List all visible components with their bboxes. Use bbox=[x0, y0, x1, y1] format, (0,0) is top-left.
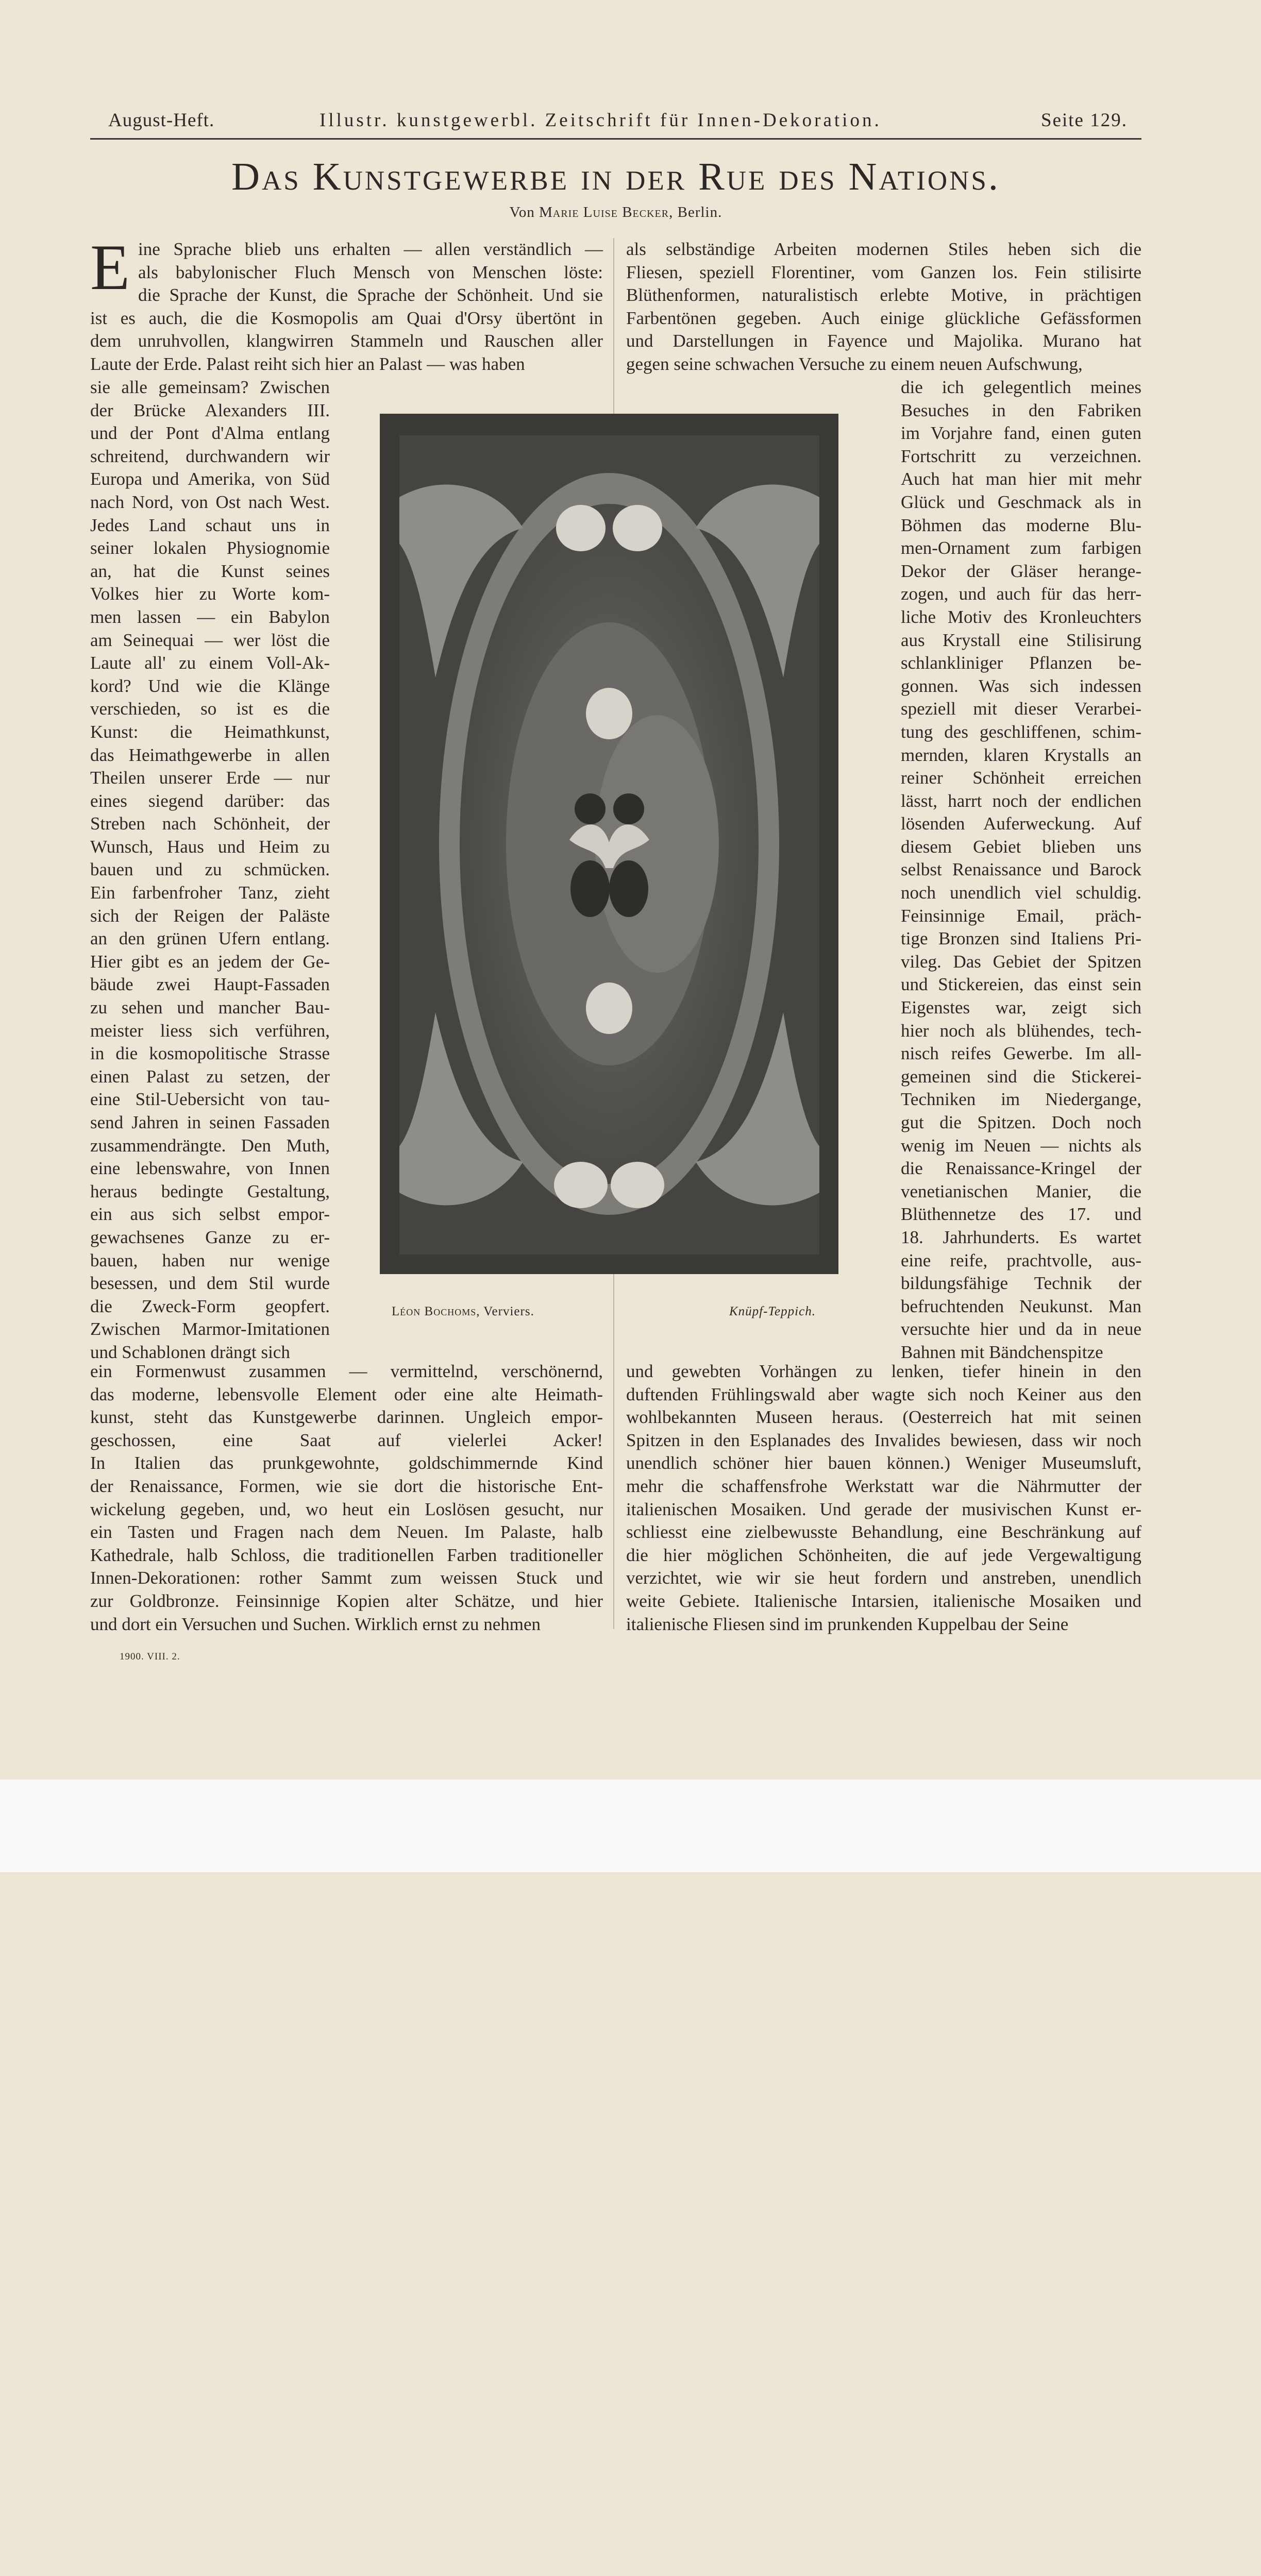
text-line: bauen, haben nur wenige bbox=[90, 1250, 330, 1270]
text-line: eine reife, prachtvolle, aus- bbox=[901, 1250, 1141, 1270]
byline-prefix: Von bbox=[509, 204, 535, 221]
text-line: zu sehen und mancher Bau- bbox=[90, 997, 330, 1018]
text-line: die ich gelegentlich meines bbox=[901, 377, 1141, 397]
text-line: und dort ein Versuchen und Suchen. Wirklich ernst zu nehmen bbox=[90, 1614, 541, 1634]
rug-motif-upper-dot bbox=[586, 688, 632, 739]
text-line: Kathedrale, halb Schloss, die traditionellen Farben traditioneller bbox=[90, 1545, 603, 1565]
text-line: schlankliniger Pflanzen be- bbox=[901, 653, 1141, 673]
text-line: und der Pont d'Alma entlang bbox=[90, 423, 330, 444]
text-line: Feinsinnige Email, präch- bbox=[901, 905, 1141, 926]
text-line: mehr die schaffensfrohe Werkstatt war die Nährmutter der bbox=[626, 1476, 1141, 1496]
text-line: eine lebenswahre, von Innen bbox=[90, 1158, 330, 1179]
text-line: einen Palast zu setzen, der bbox=[90, 1066, 330, 1087]
text-line: hier noch als blühendes, tech- bbox=[901, 1020, 1141, 1041]
text-line: Volkes hier zu Worte kom- bbox=[90, 584, 330, 604]
text-line: Blüthennetze des 17. und bbox=[901, 1204, 1141, 1225]
rug-motif-center-dark-left bbox=[570, 860, 610, 917]
text-line: wenig im Neuen — nichts als bbox=[901, 1135, 1141, 1156]
text-line: gegen seine schwachen Versuche zu einem neuen Aufschwung, bbox=[626, 353, 1083, 374]
text-line: und Darstellungen in Fayence und Majolika. Murano hat bbox=[626, 331, 1141, 351]
text-line: sie alle gemeinsam? Zwischen bbox=[90, 377, 330, 397]
text-line: bauen und zu schmücken. bbox=[90, 859, 330, 880]
text-line: als selbständige Arbeiten modernen Stiles heben sich die bbox=[626, 239, 1141, 259]
text-line: gonnen. Was sich indessen bbox=[901, 675, 1141, 696]
text-line: weite Gebiete. Italienische Intarsien, italienische Mosaiken und bbox=[626, 1590, 1141, 1611]
rug-motif-top-right bbox=[613, 505, 662, 551]
text-line: Jedes Land schaut uns in bbox=[90, 515, 330, 535]
text-line: vileg. Das Gebiet der Spitzen bbox=[901, 951, 1141, 972]
article-title: Das Kunstgewerbe in der Rue des Nations. bbox=[231, 155, 1000, 198]
rug-figure bbox=[368, 410, 850, 1278]
right-column-bottom bbox=[626, 1360, 1141, 1636]
text-line: Europa und Amerika, von Süd bbox=[90, 469, 330, 489]
text-line: verschieden, so ist es die bbox=[90, 699, 330, 719]
text-line: ist es auch, die die Kosmopolis am Quai d'Orsy übertönt in bbox=[90, 308, 603, 328]
text-line: Kunst: die Heimathkunst, bbox=[90, 721, 330, 742]
rug-motif-top-left bbox=[556, 505, 606, 551]
text-line: unendlich schöner hier bauen können.) Weniger Museumsluft, bbox=[626, 1453, 1141, 1473]
text-line: eine Stil-Uebersicht von tau- bbox=[90, 1089, 330, 1110]
byline-suffix: , Berlin. bbox=[669, 204, 722, 221]
text-line: an, hat die Kunst seines bbox=[90, 561, 330, 581]
text-line: kord? Und wie die Klänge bbox=[90, 675, 330, 696]
rug-motif-center-dark-top-right bbox=[613, 793, 644, 824]
article-byline bbox=[90, 204, 1141, 221]
text-line: tung des geschliffenen, schim- bbox=[901, 721, 1141, 742]
text-line: ein aus sich selbst empor- bbox=[90, 1204, 330, 1225]
text-line: sich der Reigen der Paläste bbox=[90, 905, 330, 926]
text-line: aus Krystall eine Stilisirung bbox=[901, 630, 1141, 650]
text-line: Bahnen mit Bändchenspitze bbox=[901, 1342, 1103, 1362]
text-line: Böhmen das moderne Blu- bbox=[901, 515, 1141, 535]
text-line: nisch reifes Gewerbe. Im all- bbox=[901, 1043, 1141, 1064]
text-line: ein Formenwust zusammen — vermittelnd, verschönernd, bbox=[90, 1361, 603, 1381]
right-column-narrow bbox=[901, 376, 1141, 1364]
text-line: meister liess sich verführen, bbox=[90, 1020, 330, 1041]
text-line: im Vorjahre fand, einen guten bbox=[901, 423, 1141, 444]
text-line: als babylonischer Fluch Mensch von Menschen löste: bbox=[138, 262, 603, 282]
text-line: mernden, klaren Krystalls an bbox=[901, 744, 1141, 765]
text-line: reiner Schönheit erreichen bbox=[901, 768, 1141, 788]
text-line: lösenden Auferweckung. Auf bbox=[901, 814, 1141, 834]
printer-signature: 1900. VIII. 2. bbox=[120, 1651, 180, 1662]
text-line: men lassen — ein Babylon bbox=[90, 606, 330, 627]
text-line: men-Ornament zum farbigen bbox=[901, 538, 1141, 558]
text-line: und gewebten Vorhängen zu lenken, tiefer hinein in den bbox=[626, 1361, 1141, 1381]
rug-motif-lower-dot bbox=[586, 982, 632, 1034]
rug-illustration bbox=[368, 410, 850, 1278]
text-line: lässt, harrt noch der endlichen bbox=[901, 790, 1141, 811]
text-line: die Zweck-Form geopfert. bbox=[90, 1296, 330, 1316]
text-line: zusammendrängte. Den Muth, bbox=[90, 1135, 330, 1156]
text-line: der Renaissance, Formen, wie sie dort die historische Ent- bbox=[90, 1476, 603, 1496]
text-line: eines siegend darüber: das bbox=[90, 790, 330, 811]
text-line: Eigenstes war, zeigt sich bbox=[901, 997, 1141, 1018]
text-line: wohlbekannten Museen heraus. (Oesterreich hat mit seinen bbox=[626, 1407, 1141, 1428]
text-line: Zwischen Marmor-Imitationen bbox=[90, 1319, 330, 1340]
text-line: diesem Gebiet blieben uns bbox=[901, 836, 1141, 857]
text-line: Innen-Dekorationen: rother Sammt zum weissen Stuck und bbox=[90, 1568, 603, 1588]
text-line: ein Tasten und Fragen nach dem Neuen. Im Palaste, halb bbox=[90, 1522, 603, 1543]
text-line: selbst Renaissance und Barock bbox=[901, 859, 1141, 880]
text-line: befruchtenden Neukunst. Man bbox=[901, 1296, 1141, 1316]
text-line: send Jahren in seinen Fassaden bbox=[90, 1112, 330, 1132]
caption-maker-place: , Verviers. bbox=[476, 1304, 534, 1318]
text-line: am Seinequai — wer löst die bbox=[90, 630, 330, 650]
text-line: italienische Fliesen sind im prunkenden Kuppelbau der Seine bbox=[626, 1614, 1069, 1634]
text-line: Auch hat man hier mit mehr bbox=[901, 469, 1141, 489]
text-line: speziell mit dieser Verarbei- bbox=[901, 699, 1141, 719]
text-line: heraus bedingte Gestaltung, bbox=[90, 1181, 330, 1201]
figure-caption-title: Knüpf-Teppich. bbox=[729, 1304, 816, 1318]
text-line: geschossen, eine Saat auf vielerlei Acker! bbox=[90, 1430, 603, 1450]
text-line: in die kosmopolitische Strasse bbox=[90, 1043, 330, 1064]
text-line: Blüthenformen, naturalistisch erlebte Motive, in prächtigen bbox=[626, 285, 1141, 306]
header-rule bbox=[90, 138, 1141, 140]
text-line: nach Nord, von Ost nach West. bbox=[90, 492, 330, 512]
text-line: bäude zwei Haupt-Fassaden bbox=[90, 974, 330, 995]
text-line: und Schablonen drängt sich bbox=[90, 1342, 290, 1362]
text-line: Besuches in den Fabriken bbox=[901, 400, 1141, 420]
text-line: bildungsfähige Technik der bbox=[901, 1273, 1141, 1294]
text-line: Streben nach Schönheit, der bbox=[90, 814, 330, 834]
text-line: Ein farbenfroher Tanz, zieht bbox=[90, 883, 330, 903]
text-line: liche Motiv des Kronleuchters bbox=[901, 606, 1141, 627]
rug-motif-center-dark-right bbox=[609, 860, 648, 917]
text-line: Hier gibt es an jedem der Ge- bbox=[90, 951, 330, 972]
digitization-footer bbox=[0, 1780, 1261, 1872]
rug-motif-bottom-right bbox=[611, 1162, 664, 1208]
text-line: seiner lokalen Physiognomie bbox=[90, 538, 330, 558]
text-line: wickelung gegeben, und, wo heut ein Loslösen gesucht, nur bbox=[90, 1499, 603, 1519]
text-line: der Brücke Alexanders III. bbox=[90, 400, 330, 420]
text-line: Techniken im Niedergange, bbox=[901, 1089, 1141, 1110]
text-line: zogen, und auch für das herr- bbox=[901, 584, 1141, 604]
text-line: schliesst eine zielbewusste Behandlung, eine Beschränkung auf bbox=[626, 1522, 1141, 1543]
text-line: versuchte hier und da in neue bbox=[901, 1319, 1141, 1340]
text-line: In Italien das prunkgewohnte, goldschimmernde Kind bbox=[90, 1453, 603, 1473]
text-line: besessen, und dem Stil wurde bbox=[90, 1273, 330, 1294]
left-column-bottom bbox=[90, 1360, 603, 1636]
text-line: das Heimathgewerbe in allen bbox=[90, 744, 330, 765]
text-line: tige Bronzen sind Italiens Pri- bbox=[901, 928, 1141, 949]
text-line: die hier möglichen Schönheiten, die auf jede Vergewaltigung bbox=[626, 1545, 1141, 1565]
text-line: Wunsch, Haus und Heim zu bbox=[90, 836, 330, 857]
text-line: ine Sprache blieb uns erhalten — allen verständlich — bbox=[138, 239, 603, 259]
text-line: verzichtet, wie wir sie heut fordern und anstreben, unendlich bbox=[626, 1568, 1141, 1588]
text-line: Farbentönen gegeben. Auch einige glückliche Gefässformen bbox=[626, 308, 1141, 328]
caption-maker-name: Léon Bochoms bbox=[392, 1304, 477, 1318]
left-column-narrow bbox=[90, 376, 330, 1364]
text-line: gemeinen sind die Stickerei- bbox=[901, 1066, 1141, 1087]
text-line: gut die Spitzen. Doch noch bbox=[901, 1112, 1141, 1132]
text-line: an den grünen Ufern entlang. bbox=[90, 928, 330, 949]
text-line: schreitend, durchwandern wir bbox=[90, 446, 330, 466]
text-line: kunst, steht das Kunstgewerbe darinnen. Ungleich empor- bbox=[90, 1407, 603, 1428]
text-line: dem unruhvollen, klangwirren Stammeln und Rauschen aller bbox=[90, 331, 603, 351]
text-line: das moderne, lebensvolle Element oder eine alte Heimath- bbox=[90, 1384, 603, 1404]
right-column-top bbox=[626, 238, 1141, 376]
left-column-top bbox=[90, 232, 603, 376]
text-line: Glück und Geschmack als in bbox=[901, 492, 1141, 512]
text-line: noch unendlich viel schuldig. bbox=[901, 883, 1141, 903]
text-line: venetianischen Manier, die bbox=[901, 1181, 1141, 1201]
text-line: duftenden Frühlingswald aber wagte sich noch Keiner aus den bbox=[626, 1384, 1141, 1404]
rug-motif-bottom-left bbox=[554, 1162, 608, 1208]
text-line: Fliesen, speziell Florentiner, vom Ganzen los. Fein stilisirte bbox=[626, 262, 1141, 282]
text-line: gewachsenes Ganze zu er- bbox=[90, 1227, 330, 1247]
text-line: Laute all' zu einem Voll-Ak- bbox=[90, 653, 330, 673]
rug-motif-center-dark-top-left bbox=[575, 793, 606, 824]
text-line: Fortschritt zu verzeichnen. bbox=[901, 446, 1141, 466]
header-journal: Illustr. kunstgewerbl. Zeitschrift für Innen-Dekoration. bbox=[320, 110, 882, 131]
byline-author: Marie Luise Becker bbox=[539, 204, 669, 221]
header-page-number: Seite 129. bbox=[1041, 110, 1128, 131]
text-line: Theilen unserer Erde — nur bbox=[90, 768, 330, 788]
text-line: 18. Jahrhunderts. Es wartet bbox=[901, 1227, 1141, 1247]
text-line: Spitzen in den Esplanades des Invalides bewiesen, dass wir noch bbox=[626, 1430, 1141, 1450]
drop-cap: E bbox=[90, 232, 130, 303]
text-line: Dekor der Gläser herange- bbox=[901, 561, 1141, 581]
text-line: Laute der Erde. Palast reiht sich hier an Palast — was haben bbox=[90, 353, 525, 374]
figure-caption-maker bbox=[392, 1304, 534, 1319]
text-line: italienischen Mosaiken. Und gerade der musivischen Kunst er- bbox=[626, 1499, 1141, 1519]
header-issue: August-Heft. bbox=[108, 110, 215, 131]
text-line: zur Goldbronze. Feinsinnige Kopien alter Schätze, und hier bbox=[90, 1590, 603, 1611]
text-line: und Stickereien, das einst sein bbox=[901, 974, 1141, 995]
text-line: die Sprache der Kunst, die Sprache der Schönheit. Und sie bbox=[138, 285, 603, 306]
text-line: die Renaissance-Kringel der bbox=[901, 1158, 1141, 1179]
